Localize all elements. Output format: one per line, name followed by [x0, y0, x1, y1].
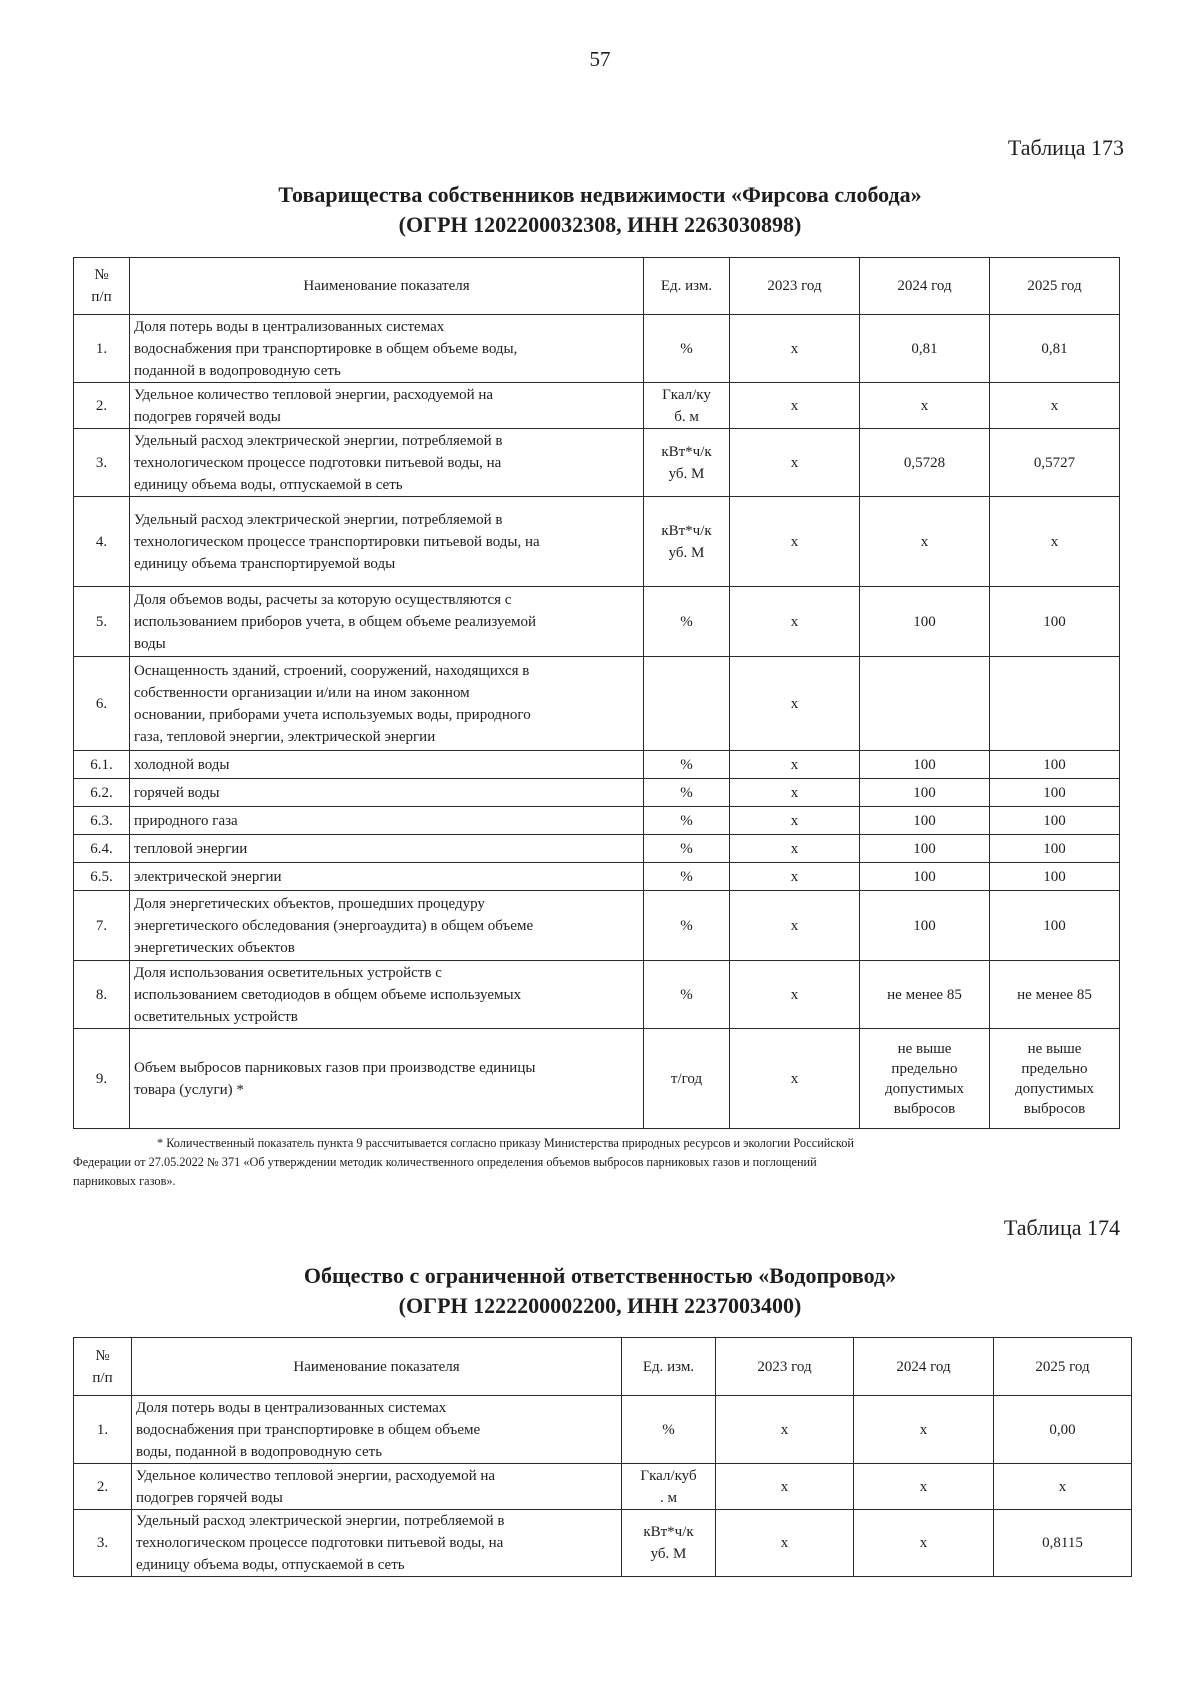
cell-y2023: x	[730, 1029, 860, 1129]
indicator-name-line: воды	[134, 635, 166, 652]
unit-line: %	[680, 756, 693, 773]
cell-y2023: x	[730, 961, 860, 1029]
table-row	[74, 587, 1120, 657]
cell-indicator-name	[130, 315, 644, 383]
header-name: Наименование показателя	[130, 258, 644, 315]
cell-num: 6.2.	[74, 779, 130, 807]
indicator-name-line: водоснабжения при транспортировке в общем объеме	[136, 1421, 481, 1438]
cell-y2023: x	[730, 751, 860, 779]
table-row	[74, 891, 1120, 961]
cell-y2023: x	[716, 1396, 854, 1464]
cell-num: 6.4.	[74, 835, 130, 863]
indicator-name-line: товара (услуги) *	[134, 1081, 244, 1098]
cell-indicator-name	[130, 497, 644, 587]
indicator-name-line: Оснащенность зданий, строений, сооружений, находящихся в	[134, 662, 530, 679]
value-line: не выше	[897, 1040, 952, 1057]
table-row	[74, 315, 1120, 383]
cell-y2023: x	[730, 383, 860, 429]
cell-y2023: x	[730, 891, 860, 961]
table-row	[74, 1396, 1132, 1464]
cell-y2024	[860, 657, 990, 751]
cell-unit	[644, 497, 730, 587]
cell-y2024: не менее 85	[860, 961, 990, 1029]
table-row	[74, 807, 1120, 835]
unit-line: кВт*ч/к	[661, 443, 712, 460]
header-name: Наименование показателя	[132, 1338, 622, 1396]
header-num-line2: п/п	[91, 289, 112, 305]
value-line: предельно	[891, 1060, 958, 1077]
cell-y2025: 0,8115	[994, 1510, 1132, 1577]
cell-num: 3.	[74, 429, 130, 497]
cell-indicator-name	[130, 657, 644, 751]
indicator-name-line: природного газа	[134, 812, 238, 829]
cell-num: 6.1.	[74, 751, 130, 779]
indicator-name-line: собственности организации и/или на ином законном	[134, 684, 470, 701]
cell-y2023: x	[730, 657, 860, 751]
indicator-name-line: подогрев горячей воды	[136, 1489, 283, 1506]
cell-y2023: x	[730, 779, 860, 807]
header-2024: 2024 год	[860, 258, 990, 315]
unit-line: %	[680, 613, 693, 630]
header-num	[74, 1338, 132, 1396]
cell-indicator-name	[130, 383, 644, 429]
cell-indicator-name	[130, 429, 644, 497]
value-line: выбросов	[1023, 1100, 1086, 1117]
indicator-name-line: Удельное количество тепловой энергии, расходуемой на	[136, 1467, 496, 1484]
cell-unit	[644, 587, 730, 657]
table-173	[73, 257, 1120, 1129]
header-2025: 2025 год	[994, 1338, 1132, 1396]
cell-unit	[644, 863, 730, 891]
cell-y2023: x	[716, 1464, 854, 1510]
cell-y2024	[860, 1029, 990, 1129]
cell-unit	[644, 429, 730, 497]
cell-num: 2.	[74, 1464, 132, 1510]
unit-line: %	[680, 840, 693, 857]
cell-y2025: 100	[990, 779, 1120, 807]
value-line: не выше	[1027, 1040, 1082, 1057]
cell-y2025: 100	[990, 835, 1120, 863]
cell-y2024: 100	[860, 587, 990, 657]
cell-num: 6.3.	[74, 807, 130, 835]
cell-unit	[644, 657, 730, 751]
cell-unit	[622, 1464, 716, 1510]
indicator-name-line: поданной в водопроводную сеть	[134, 362, 341, 379]
cell-y2025: x	[994, 1464, 1132, 1510]
cell-y2023: x	[730, 835, 860, 863]
cell-y2025: 0,00	[994, 1396, 1132, 1464]
table-173-title	[60, 180, 1140, 240]
cell-y2024: 100	[860, 863, 990, 891]
indicator-name-line: Доля объемов воды, расчеты за которую осуществляются с	[134, 591, 512, 608]
unit-line: уб. М	[668, 465, 705, 482]
indicator-name-line: технологическом процессе подготовки питьевой воды, на	[136, 1535, 504, 1551]
indicator-name-line: газа, тепловой энергии, электрической энергии	[134, 728, 436, 745]
cell-unit	[644, 779, 730, 807]
unit-line: %	[680, 868, 693, 885]
cell-y2024: x	[854, 1396, 994, 1464]
cell-y2025: 100	[990, 751, 1120, 779]
cell-unit	[644, 835, 730, 863]
cell-y2025: 0,81	[990, 315, 1120, 383]
header-unit: Ед. изм.	[644, 258, 730, 315]
unit-line: уб. М	[668, 544, 705, 561]
unit-line: . м	[660, 1489, 677, 1506]
cell-indicator-name	[130, 807, 644, 835]
table-row	[74, 779, 1120, 807]
footnote-line: Федерации от 27.05.2022 № 371 «Об утверждении методик количественного определения объемов выбросов парниковых газов и поглощений	[73, 1155, 817, 1169]
cell-y2023: x	[730, 315, 860, 383]
cell-y2024: x	[860, 497, 990, 587]
cell-indicator-name	[130, 1029, 644, 1129]
page-number: 57	[589, 47, 611, 71]
unit-line: %	[680, 986, 693, 1003]
cell-y2025	[990, 657, 1120, 751]
header-num	[74, 258, 130, 315]
indicator-name-line: Удельный расход электрической энергии, потребляемой в	[136, 1513, 505, 1529]
cell-unit	[644, 807, 730, 835]
table-row	[74, 961, 1120, 1029]
table-173-title-line1: Товарищества собственников недвижимости «Фирсова слобода»	[278, 182, 922, 207]
cell-unit	[644, 1029, 730, 1129]
indicator-name-line: технологическом процессе подготовки питьевой воды, на	[134, 454, 502, 471]
table-174-title-line2: (ОГРН 1222200002200, ИНН 2237003400)	[398, 1293, 802, 1318]
table-row	[74, 1510, 1132, 1577]
indicator-name-line: единицу объема воды, отпускаемой в сеть	[134, 476, 403, 493]
table-174-title-line1: Общество с ограниченной ответственностью «Водопровод»	[303, 1263, 897, 1288]
cell-y2023: x	[730, 497, 860, 587]
table-header-row	[74, 1338, 1132, 1396]
value-line: допустимых	[1015, 1080, 1094, 1097]
cell-num: 3.	[74, 1510, 132, 1577]
indicator-name-line: Удельный расход электрической энергии, потребляемой в	[134, 511, 503, 528]
indicator-name-line: использованием светодиодов в общем объеме используемых	[134, 986, 522, 1003]
indicator-name-line: Объем выбросов парниковых газов при производстве единицы	[134, 1059, 536, 1076]
header-2025: 2025 год	[990, 258, 1120, 315]
cell-indicator-name	[130, 587, 644, 657]
indicator-name-line: холодной воды	[134, 756, 230, 773]
cell-indicator-name	[132, 1510, 622, 1577]
cell-num: 9.	[74, 1029, 130, 1129]
unit-line: %	[680, 917, 693, 934]
cell-num: 1.	[74, 315, 130, 383]
cell-y2024: 100	[860, 807, 990, 835]
indicator-name-line: основании, приборами учета используемых воды, природного	[134, 706, 531, 723]
cell-unit	[644, 383, 730, 429]
header-num-line1: №	[94, 267, 109, 283]
table-row	[74, 1029, 1120, 1129]
cell-y2025: 0,5727	[990, 429, 1120, 497]
indicator-name-line: горячей воды	[134, 784, 220, 801]
cell-y2025: 100	[990, 587, 1120, 657]
indicator-name-line: энергетического обследования (энергоаудита) в общем объеме	[134, 917, 534, 934]
cell-indicator-name	[130, 863, 644, 891]
cell-y2024: 100	[860, 891, 990, 961]
cell-y2024: 0,5728	[860, 429, 990, 497]
cell-num: 4.	[74, 497, 130, 587]
unit-line: %	[680, 340, 693, 357]
unit-line: т/год	[670, 1070, 703, 1087]
table-header-row	[74, 258, 1120, 315]
unit-line: Гкал/ку	[662, 386, 711, 403]
unit-line: уб. М	[650, 1546, 687, 1562]
indicator-name-line: тепловой энергии	[134, 840, 248, 857]
cell-y2025: 100	[990, 863, 1120, 891]
table-173-title-line2: (ОГРН 1202200032308, ИНН 2263030898)	[398, 212, 802, 237]
cell-indicator-name	[130, 961, 644, 1029]
table-row	[74, 835, 1120, 863]
table-row	[74, 383, 1120, 429]
cell-y2023: x	[716, 1510, 854, 1577]
indicator-name-line: технологическом процессе транспортировки питьевой воды, на	[134, 533, 540, 550]
header-unit: Ед. изм.	[622, 1338, 716, 1396]
unit-line: Гкал/куб	[640, 1467, 697, 1484]
indicator-name-line: использованием приборов учета, в общем объеме реализуемой	[134, 613, 537, 630]
cell-y2023: x	[730, 863, 860, 891]
indicator-name-line: энергетических объектов	[134, 939, 295, 956]
header-2023: 2023 год	[716, 1338, 854, 1396]
cell-unit	[644, 891, 730, 961]
unit-line: кВт*ч/к	[661, 522, 712, 539]
header-2023: 2023 год	[730, 258, 860, 315]
cell-y2024: 100	[860, 779, 990, 807]
header-num-line1: №	[95, 1347, 110, 1364]
table-row	[74, 429, 1120, 497]
table-row	[74, 1464, 1132, 1510]
value-line: выбросов	[893, 1100, 956, 1117]
cell-indicator-name	[130, 891, 644, 961]
cell-y2025: 100	[990, 807, 1120, 835]
cell-num: 8.	[74, 961, 130, 1029]
footnote-line: парниковых газов».	[73, 1174, 176, 1188]
value-line: допустимых	[885, 1080, 964, 1097]
unit-line: %	[662, 1421, 675, 1438]
table-174	[73, 1337, 1132, 1577]
cell-num: 6.5.	[74, 863, 130, 891]
cell-y2023: x	[730, 587, 860, 657]
cell-unit	[622, 1510, 716, 1577]
cell-unit	[644, 961, 730, 1029]
value-line: предельно	[1021, 1060, 1088, 1077]
indicator-name-line: единицу объема транспортируемой воды	[134, 555, 396, 572]
table-row	[74, 751, 1120, 779]
indicator-name-line: Удельное количество тепловой энергии, расходуемой на	[134, 386, 494, 403]
table-row	[74, 863, 1120, 891]
unit-line: кВт*ч/к	[643, 1524, 694, 1540]
header-num-line2: п/п	[92, 1369, 113, 1386]
indicator-name-line: Доля потерь воды в централизованных системах	[136, 1399, 447, 1416]
cell-indicator-name	[130, 751, 644, 779]
cell-unit	[644, 315, 730, 383]
indicator-name-line: Доля энергетических объектов, прошедших процедуру	[134, 895, 485, 912]
table-174-title	[60, 1261, 1140, 1321]
indicator-name-line: подогрев горячей воды	[134, 408, 281, 425]
indicator-name-line: осветительных устройств	[134, 1008, 298, 1025]
indicator-name-line: Доля использования осветительных устройств с	[134, 964, 442, 981]
indicator-name-line: электрической энергии	[134, 868, 282, 885]
cell-indicator-name	[130, 779, 644, 807]
cell-num: 2.	[74, 383, 130, 429]
cell-y2024: x	[854, 1464, 994, 1510]
cell-indicator-name	[132, 1464, 622, 1510]
table-173-caption: Таблица 173	[1007, 135, 1124, 160]
cell-num: 7.	[74, 891, 130, 961]
table-174-caption: Таблица 174	[1003, 1215, 1120, 1240]
cell-y2023: x	[730, 429, 860, 497]
table-row	[74, 497, 1120, 587]
header-2024: 2024 год	[854, 1338, 994, 1396]
cell-num: 1.	[74, 1396, 132, 1464]
cell-y2024: 0,81	[860, 315, 990, 383]
cell-num: 5.	[74, 587, 130, 657]
cell-indicator-name	[130, 835, 644, 863]
unit-line: %	[680, 784, 693, 801]
table-row	[74, 657, 1120, 751]
cell-y2024: 100	[860, 751, 990, 779]
cell-unit	[644, 751, 730, 779]
indicator-name-line: воды, поданной в водопроводную сеть	[136, 1443, 383, 1460]
indicator-name-line: Удельный расход электрической энергии, потребляемой в	[134, 432, 503, 449]
cell-num: 6.	[74, 657, 130, 751]
cell-indicator-name	[132, 1396, 622, 1464]
cell-y2025	[990, 1029, 1120, 1129]
cell-y2023: x	[730, 807, 860, 835]
cell-y2025: не менее 85	[990, 961, 1120, 1029]
cell-y2025: 100	[990, 891, 1120, 961]
unit-line: б. м	[674, 408, 699, 425]
cell-y2024: x	[860, 383, 990, 429]
cell-y2024: 100	[860, 835, 990, 863]
indicator-name-line: Доля потерь воды в централизованных системах	[134, 318, 445, 335]
cell-y2025: x	[990, 497, 1120, 587]
indicator-name-line: водоснабжения при транспортировке в общем объеме воды,	[134, 340, 518, 357]
footnote-line: * Количественный показатель пункта 9 рассчитывается согласно приказу Министерства природных ресурсов и экологии Российской	[157, 1136, 854, 1150]
indicator-name-line: единицу объема воды, отпускаемой в сеть	[136, 1557, 405, 1573]
cell-y2025: x	[990, 383, 1120, 429]
unit-line: %	[680, 812, 693, 829]
cell-y2024: x	[854, 1510, 994, 1577]
table-173-footnote	[73, 1134, 1119, 1191]
cell-unit	[622, 1396, 716, 1464]
